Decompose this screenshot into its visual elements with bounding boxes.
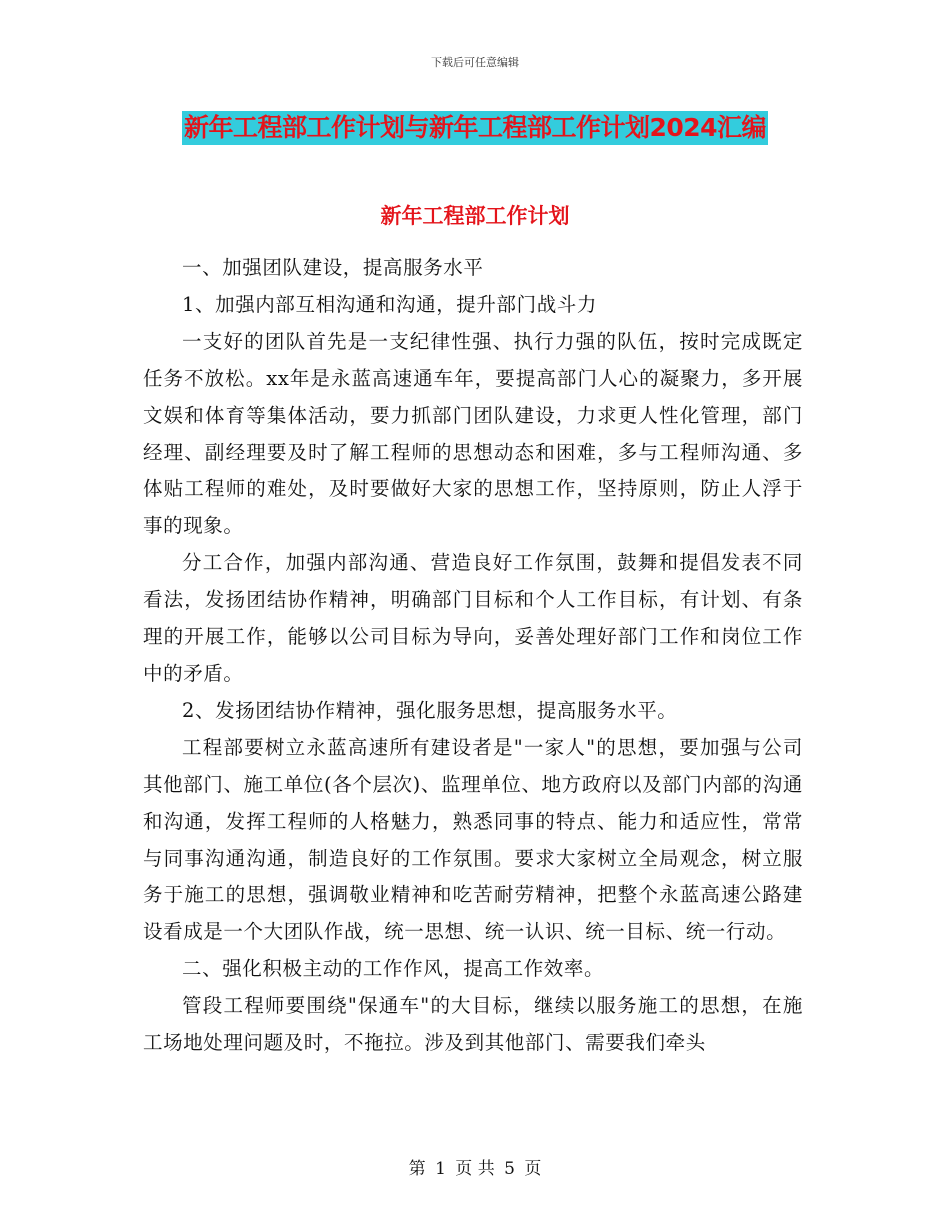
footer-prefix: 第 — [408, 1159, 426, 1179]
paragraph: 1、加强内部互相沟通和沟通，提升部门战斗力 — [182, 292, 598, 316]
document-body — [143, 250, 803, 1062]
paragraph: 二、强化积极主动的工作作风，提高工作效率。 — [182, 957, 605, 981]
main-title-wrap — [0, 111, 950, 145]
paragraph: 一、加强团队建设，提高服务水平 — [182, 256, 484, 279]
footer-mid: 页 共 — [455, 1159, 495, 1179]
footer-suffix: 页 — [524, 1159, 542, 1179]
paragraph: 一支好的团队首先是一支纪律性强、执行力强的队伍，按时完成既定任务不放松。xx年是永蓝高速通车年，要提高部门人心的凝聚力，多开展文娱和体育等集体活动，要力抓部门团队建设，力求更人性化管理，部门经理、副经理要及时了解工程师的思想动态和困难，多与工程师沟通、多体贴工程师的难处，及时要做好大家的思想工作，坚持原则，防止人浮于事的现象。 — [143, 329, 803, 538]
header-note: 下载后可任意编辑 — [431, 56, 519, 69]
total-page-count: 5 — [504, 1159, 515, 1179]
document-title: 新年工程部工作计划与新年工程部工作计划2024汇编 — [182, 111, 768, 145]
paragraph: 管段工程师要围绕"保通车"的大目标，继续以服务施工的思想，在施工场地处理问题及时，不拖拉。涉及到其他部门、需要我们牵头 — [143, 994, 803, 1055]
paragraph: 分工合作，加强内部沟通、营造良好工作氛围，鼓舞和提倡发表不同看法，发扬团结协作精神，明确部门目标和个人工作目标，有计划、有条理的开展工作，能够以公司目标为导向，妥善处理好部门工作和岗位工作中的矛盾。 — [143, 551, 803, 685]
page-footer — [0, 1154, 950, 1179]
paragraph: 工程部要树立永蓝高速所有建设者是"一家人"的思想，要加强与公司其他部门、施工单位(各个层次)、监理单位、地方政府以及部门内部的沟通和沟通，发挥工程师的人格魅力，熟悉同事的特点、能力和适应性，常常与同事沟通沟通，制造良好的工作氛围。要求大家树立全局观念，树立服务于施工的思想，强调敬业精神和吃苦耐劳精神，把整个永蓝高速公路建设看成是一个大团队作战，统一思想、统一认识、统一目标、统一行动。 — [143, 735, 803, 944]
paragraph: 2、发扬团结协作精神，强化服务思想，提高服务水平。 — [182, 698, 678, 722]
current-page-number: 1 — [435, 1159, 446, 1179]
section-title: 新年工程部工作计划 — [380, 204, 570, 228]
